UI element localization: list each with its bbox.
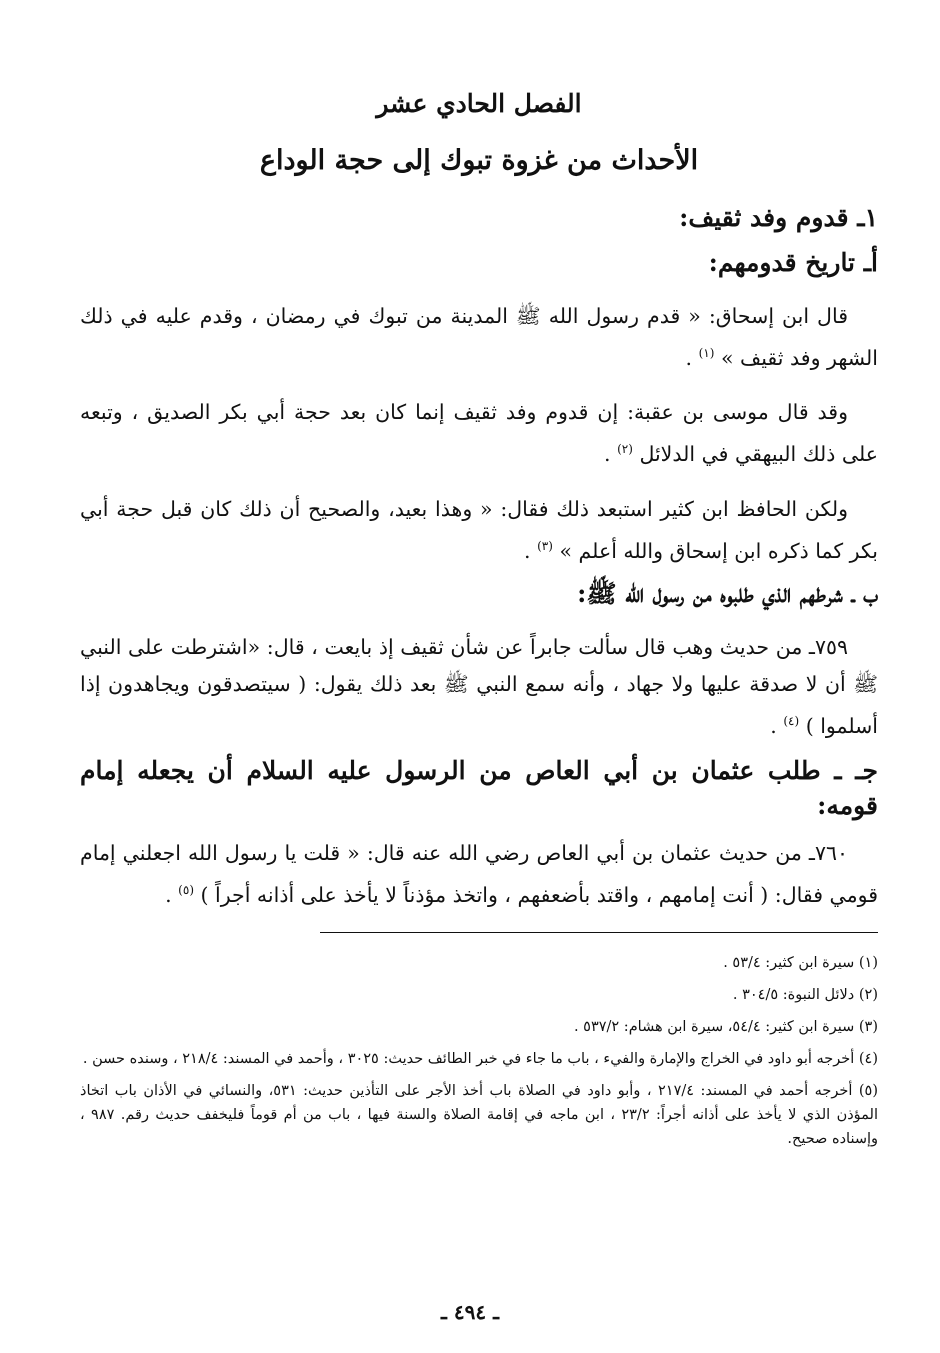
footnote-ref-1: (١) xyxy=(698,345,715,360)
paragraph-1-end: . xyxy=(685,345,693,370)
chapter-title: الفصل الحادي عشر xyxy=(376,89,582,118)
chapter-subtitle: الأحداث من غزوة تبوك إلى حجة الوداع xyxy=(259,144,699,176)
page-content xyxy=(80,88,878,1159)
footnote-1: (١) سيرة ابن كثير: ٥٣/٤ . xyxy=(723,954,878,971)
footnote-4: (٤) أخرجه أبو داود في الخراج والإمارة والفيء ، باب ما جاء في خبر الطائف حديث: ٣٠٢٥ ، وأحمد في المسند: ٢١٨/٤ ، وسنده حسن . xyxy=(82,1050,878,1067)
paragraph-1-text: قال ابن إسحاق: « قدم رسول الله ﷺ المدينة من تبوك في رمضان ، وقدم عليه في ذلك الشهر وفد ثقيف » xyxy=(80,303,878,370)
footnote-ref-2: (٢) xyxy=(617,442,633,457)
page-number: ـ ٤٩٤ ـ xyxy=(441,1300,499,1324)
paragraph-4-end: . xyxy=(770,713,777,738)
paragraph-4-text: ٧٥٩ـ من حديث وهب قال سألت جابراً عن شأن ثقيف إذ بايعت ، قال: «اشترطت على النبي ﷺ أن لا صدقة عليها ولا جهاد ، وأنه سمع النبي ﷺ بعد ذلك يقول: ( سيتصدقون ويجاهدون إذا أسلموا ) xyxy=(80,635,878,738)
paragraph-2-text: وقد قال موسى بن عقبة: إن قدوم وفد ثقيف إنما كان بعد حجة أبي بكر الصديق ، وتبعه على ذلك البيهقي في الدلائل xyxy=(80,400,878,467)
paragraph-3 xyxy=(80,491,878,570)
paragraph-5-text: ٧٦٠ـ من حديث عثمان بن أبي العاص رضي الله عنه قال: « قلت يا رسول الله اجعلني إمام قومي فقال: ( أنت إمامهم ، واقتد بأضعفهم ، واتخذ مؤذناً لا يأخذ على أذانه أجراً ) xyxy=(80,840,878,907)
paragraph-3-text: ولكن الحافظ ابن كثير استبعد ذلك فقال: « وهذا بعيد، والصحيح أن ذلك كان قبل حجة أبي بكر كما ذكره ابن إسحاق والله أعلم » xyxy=(80,497,878,564)
paragraph-2-end: . xyxy=(604,442,611,467)
footnote-ref-4: (٤) xyxy=(783,714,800,729)
paragraph-4 xyxy=(80,629,878,745)
paragraph-5-end: . xyxy=(165,882,172,907)
footnote-3: (٣) سيرة ابن كثير: ٥٤/٤، سيرة ابن هشام: ٥٣٧/٢ . xyxy=(573,1018,878,1035)
paragraph-1 xyxy=(80,298,878,377)
footnotes-divider xyxy=(80,932,878,1151)
paragraph-5 xyxy=(80,835,878,914)
footnote-ref-5: (٥) xyxy=(178,882,194,897)
footnote-ref-3: (٣) xyxy=(537,539,553,554)
paragraph-3-end: . xyxy=(524,539,531,564)
footnotes-list xyxy=(80,951,878,1151)
footnote-2: (٢) دلائل النبوة: ٣٠٤/٥ . xyxy=(732,986,878,1003)
section-heading: ١ـ قدوم وفد ثقيف: xyxy=(679,202,878,232)
sub-heading-b: ب ـ شرطهم الذي طلبوه من رسول الله ﷺ: xyxy=(577,579,878,609)
paragraph-2 xyxy=(80,394,878,473)
sub-heading-a: أـ تاريخ قدومهم: xyxy=(708,247,878,277)
footnote-5: (٥) أخرجه أحمد في المسند: ٢١٧/٤ ، وأبو داود في الصلاة باب أخذ الأجر على التأذين حديث: ٥٣١، والنسائي في الأذان باب اتخاذ المؤذن الذي لا يأخذ على أذانه أجراً: ٢٣/٢ ، ابن ماجه في إقامة الصلاة والسنة فيها ، باب من أم قوماً فليخفف حديث رقم. ٩٨٧ ، وإسناده صحيح. xyxy=(80,1082,878,1147)
sub-heading-c: جـ ـ طلب عثمان بن أبي العاص من الرسول عليه السلام أن يجعله إمام قومه: xyxy=(80,755,878,820)
